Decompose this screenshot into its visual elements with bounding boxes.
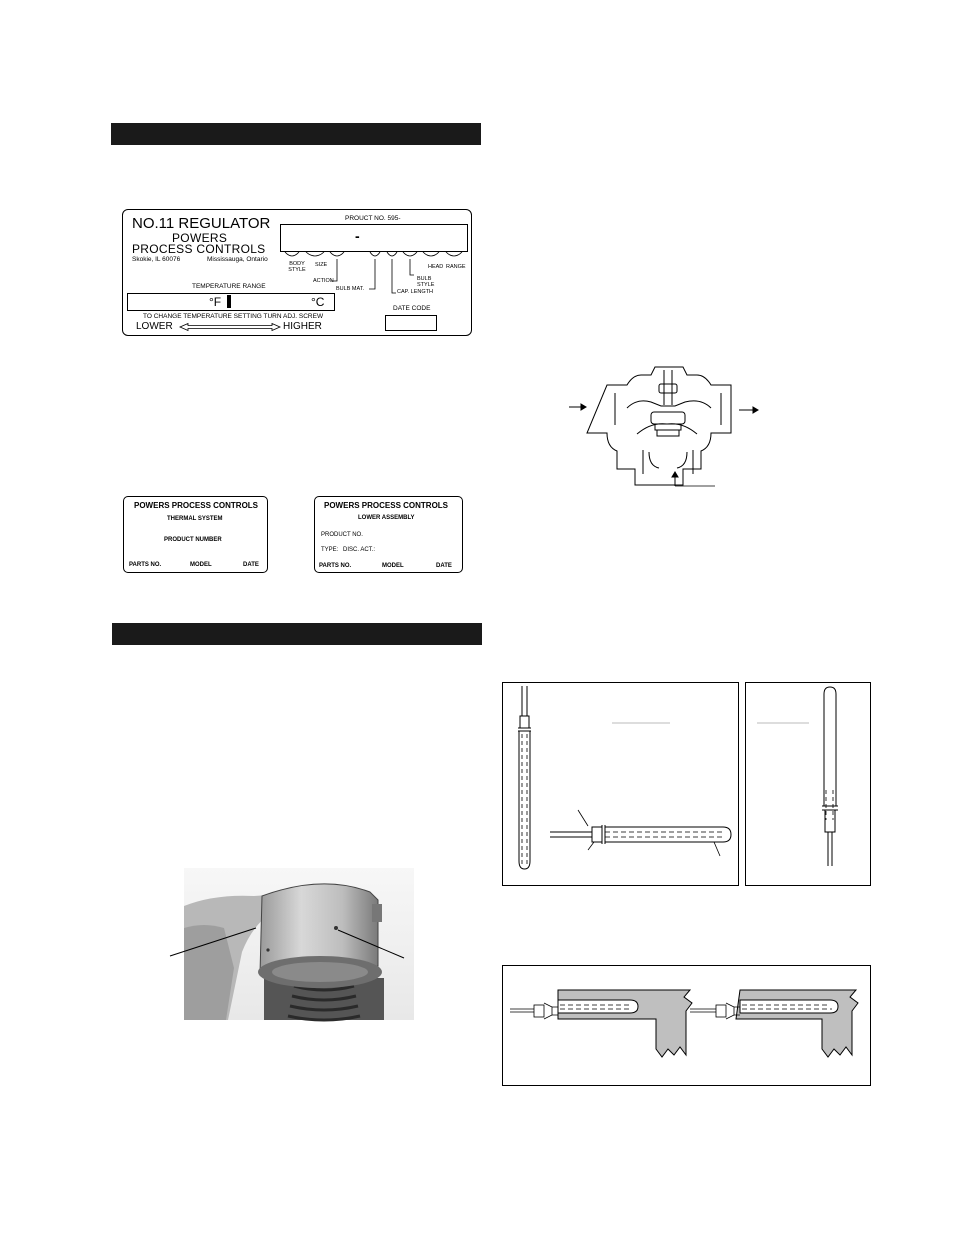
code-bulb-mat: BULB MAT. — [336, 286, 365, 292]
bulb-installation-drawing-left — [502, 682, 737, 884]
thermal-label-brand: POWERS PROCESS CONTROLS — [134, 501, 259, 510]
thermal-label-date: DATE — [243, 562, 259, 568]
nameplate-brand-line2: PROCESS CONTROLS — [132, 242, 266, 256]
nameplate-address-left: Skokie, IL 60076 — [132, 256, 181, 263]
code-cap-length: CAP. LENGTH — [397, 289, 433, 295]
adjust-instruction: TO CHANGE TEMPERATURE SETTING TURN ADJ. SCREW — [143, 313, 324, 320]
lower-label-date: DATE — [436, 563, 452, 569]
valve-cross-section-diagram — [565, 360, 775, 492]
lower-label-disc-act: DISC. ACT.: — [343, 547, 376, 553]
unit-c: °C — [311, 295, 325, 309]
code-size: SIZE — [315, 262, 328, 268]
nameplate-brand-line1: POWERS — [172, 231, 228, 245]
thermal-label-model: MODEL — [190, 562, 212, 568]
lower-label-subtitle: LOWER ASSEMBLY — [358, 515, 415, 521]
date-code-label: DATE CODE — [393, 305, 431, 312]
temp-range-label: TEMPERATURE RANGE — [192, 283, 266, 290]
thermal-label-product-number: PRODUCT NUMBER — [164, 537, 222, 543]
regulator-nameplate — [122, 209, 472, 336]
thermal-system-label — [123, 496, 268, 573]
lower-label-model: MODEL — [382, 563, 404, 569]
lower-label: LOWER — [136, 321, 173, 332]
lower-label-product-no: PRODUCT NO. — [321, 532, 363, 538]
temp-pointer — [227, 295, 231, 308]
thermal-label-parts-no: PARTS NO. — [129, 562, 162, 568]
section-header-bar-middle — [112, 623, 482, 645]
higher-label: HIGHER — [283, 321, 322, 332]
code-bulb-style: BULB STYLE — [417, 276, 435, 288]
product-no-label: PROUCT NO. 595- — [345, 215, 401, 222]
photo-callout-lines — [170, 920, 410, 960]
lower-label-brand: POWERS PROCESS CONTROLS — [324, 501, 449, 510]
section-header-bar-top — [111, 123, 481, 145]
thermal-label-subtitle: THERMAL SYSTEM — [167, 516, 223, 522]
product-no-dash: - — [355, 228, 360, 244]
lower-label-parts-no: PARTS NO. — [319, 563, 352, 569]
adjust-arrow — [179, 323, 281, 331]
bulb-installation-drawing-right — [745, 682, 869, 884]
lower-label-type: TYPE: — [321, 547, 339, 553]
unit-f: °F — [209, 295, 222, 309]
date-code-box — [385, 315, 437, 331]
code-body-style: BODY STYLE — [288, 261, 306, 273]
code-range: RANGE — [446, 264, 466, 270]
code-action: ACTION — [313, 278, 334, 284]
nameplate-address-right: Mississauga, Ontario — [207, 256, 268, 263]
code-head: HEAD — [428, 264, 444, 270]
lower-assembly-label — [314, 496, 463, 573]
temp-range-field — [127, 293, 335, 311]
nameplate-title: NO.11 REGULATOR — [132, 215, 271, 232]
pipe-installation-drawing — [502, 965, 869, 1084]
